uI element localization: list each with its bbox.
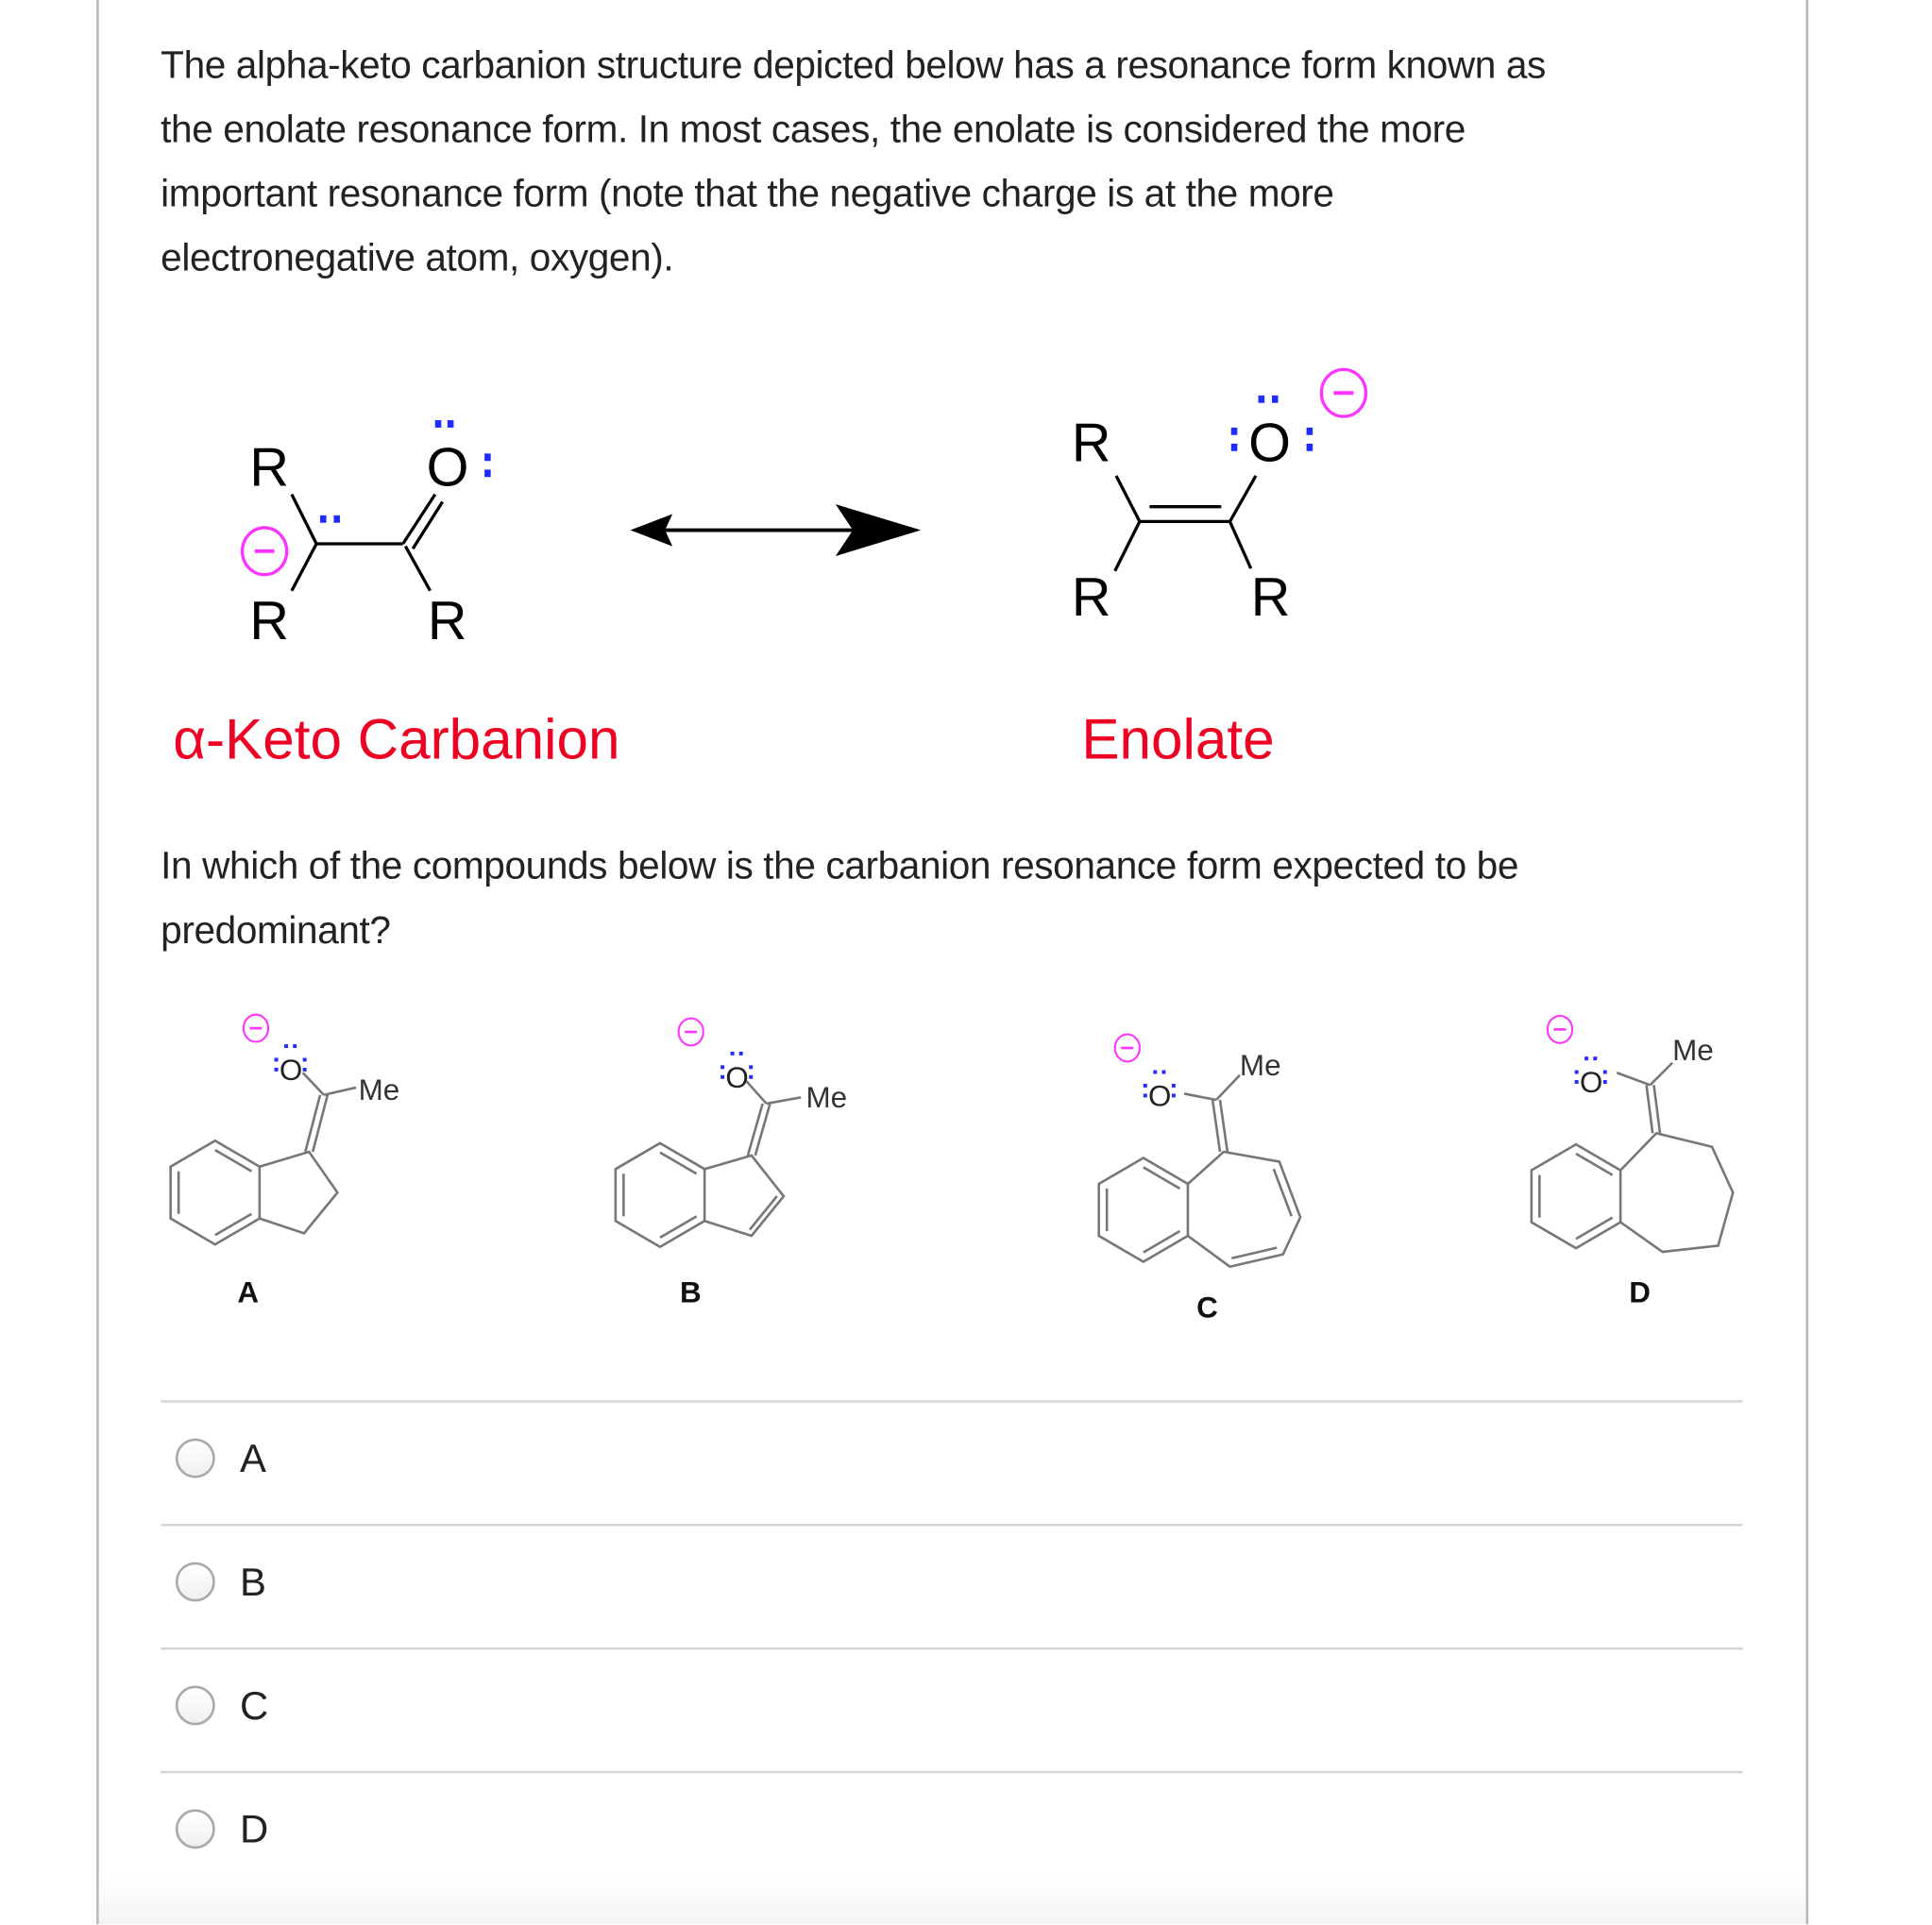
option-d[interactable] — [176, 1804, 268, 1853]
exocyclic-double-bond — [1212, 1100, 1220, 1152]
methyl-bond — [1216, 1075, 1240, 1100]
negative-charge-icon — [1548, 1016, 1572, 1043]
ring-double-bond — [1576, 1154, 1613, 1175]
ring-double-bond — [660, 1153, 697, 1174]
negative-charge-icon — [244, 1015, 268, 1042]
methyl-bond — [767, 1097, 802, 1104]
r-group: R — [1071, 566, 1111, 628]
methyl-bond — [1651, 1063, 1673, 1086]
compound-c — [1099, 1075, 1300, 1267]
benzene-ring — [1532, 1144, 1620, 1248]
question-line: predominant? — [161, 908, 391, 952]
radio-button[interactable] — [176, 1809, 215, 1849]
compound-d — [1532, 1063, 1733, 1252]
fused-ring — [704, 1156, 784, 1236]
option-label: B — [239, 1559, 266, 1604]
exocyclic-double-bond — [755, 1104, 771, 1156]
oxygen-bond — [303, 1072, 324, 1095]
carbonyl-oxygen: O — [426, 437, 469, 498]
ring-double-bond — [215, 1150, 252, 1172]
intro-line: important resonance form (note that the negative charge is at the more — [161, 171, 1334, 215]
option-label: D — [239, 1806, 269, 1851]
radio-button[interactable] — [176, 1562, 215, 1602]
compound-b — [616, 1081, 801, 1246]
r-group: R — [1071, 413, 1111, 474]
r-group: R — [1250, 566, 1291, 628]
carbanion-label: α-Keto Carbanion — [173, 706, 620, 771]
divider — [161, 1771, 1743, 1774]
ring-double-bond — [215, 1214, 252, 1236]
fused-ring — [1620, 1133, 1733, 1252]
ring-double-bond — [1144, 1167, 1180, 1189]
negative-charge-icon — [243, 528, 287, 575]
ring-double-bond — [660, 1216, 697, 1238]
benzene-ring — [171, 1140, 260, 1244]
negative-charge-icon — [1321, 369, 1365, 416]
negative-charge-icon — [679, 1019, 703, 1046]
oxygen-bond — [1617, 1072, 1650, 1085]
divider — [161, 1647, 1743, 1650]
question-text — [161, 835, 1518, 963]
exocyclic-double-bond — [1647, 1085, 1653, 1133]
oxygen-bond — [1184, 1093, 1216, 1100]
intro-line: the enolate resonance form. In most cases, the enolate is considered the more — [161, 107, 1466, 151]
exocyclic-double-bond — [1220, 1100, 1228, 1152]
ring-double-bond — [1274, 1169, 1292, 1216]
benzene-ring — [1099, 1158, 1188, 1262]
exocyclic-double-bond — [748, 1104, 763, 1156]
r-group: R — [249, 437, 290, 498]
methyl-label: Me — [1239, 1048, 1281, 1082]
exocyclic-double-bond — [305, 1095, 320, 1152]
intro-line: The alpha-keto carbanion structure depicted below has a resonance form known as — [161, 42, 1546, 87]
option-label: A — [239, 1435, 266, 1480]
radio-button[interactable] — [176, 1685, 215, 1725]
compound-label: A — [237, 1275, 260, 1309]
compound-a — [171, 1072, 356, 1244]
divider — [161, 1400, 1743, 1403]
exocyclic-double-bond — [313, 1095, 328, 1152]
ring-double-bond — [750, 1196, 777, 1230]
option-label: C — [239, 1682, 269, 1728]
option-b[interactable] — [176, 1557, 266, 1606]
compound-label: D — [1629, 1275, 1651, 1309]
methyl-label: Me — [1672, 1034, 1714, 1068]
enolate-structure — [1115, 476, 1256, 571]
methyl-bond — [324, 1088, 356, 1095]
oxygen-bond — [747, 1081, 767, 1104]
option-c[interactable] — [176, 1680, 268, 1730]
ring-double-bond — [1144, 1231, 1180, 1253]
oxygen-label: O — [1148, 1079, 1172, 1113]
benzene-ring — [616, 1143, 704, 1247]
intro-line: electronegative atom, oxygen). — [161, 236, 674, 279]
r-group: R — [249, 590, 290, 651]
fused-ring — [1188, 1152, 1300, 1267]
exocyclic-double-bond — [1653, 1085, 1660, 1133]
oxygen-label: O — [279, 1054, 303, 1088]
question-line: In which of the compounds below is the carbanion resonance form expected to be — [161, 844, 1519, 887]
compound-label: C — [1196, 1291, 1218, 1325]
enolate-oxygen: O — [1248, 413, 1291, 474]
methyl-label: Me — [358, 1073, 400, 1107]
oxygen-label: O — [725, 1060, 749, 1094]
carbanion-structure — [292, 495, 443, 591]
oxygen-label: O — [1579, 1066, 1603, 1100]
compound-label: B — [679, 1275, 702, 1309]
option-a[interactable] — [176, 1433, 266, 1482]
methyl-label: Me — [805, 1080, 848, 1114]
ring-double-bond — [1576, 1218, 1613, 1240]
negative-charge-icon — [1115, 1035, 1140, 1062]
radio-button[interactable] — [176, 1439, 215, 1478]
divider — [161, 1524, 1743, 1527]
r-group: R — [427, 590, 467, 651]
enolate-label: Enolate — [1081, 706, 1275, 771]
fused-ring — [260, 1152, 337, 1233]
resonance-arrow-icon — [631, 504, 922, 556]
